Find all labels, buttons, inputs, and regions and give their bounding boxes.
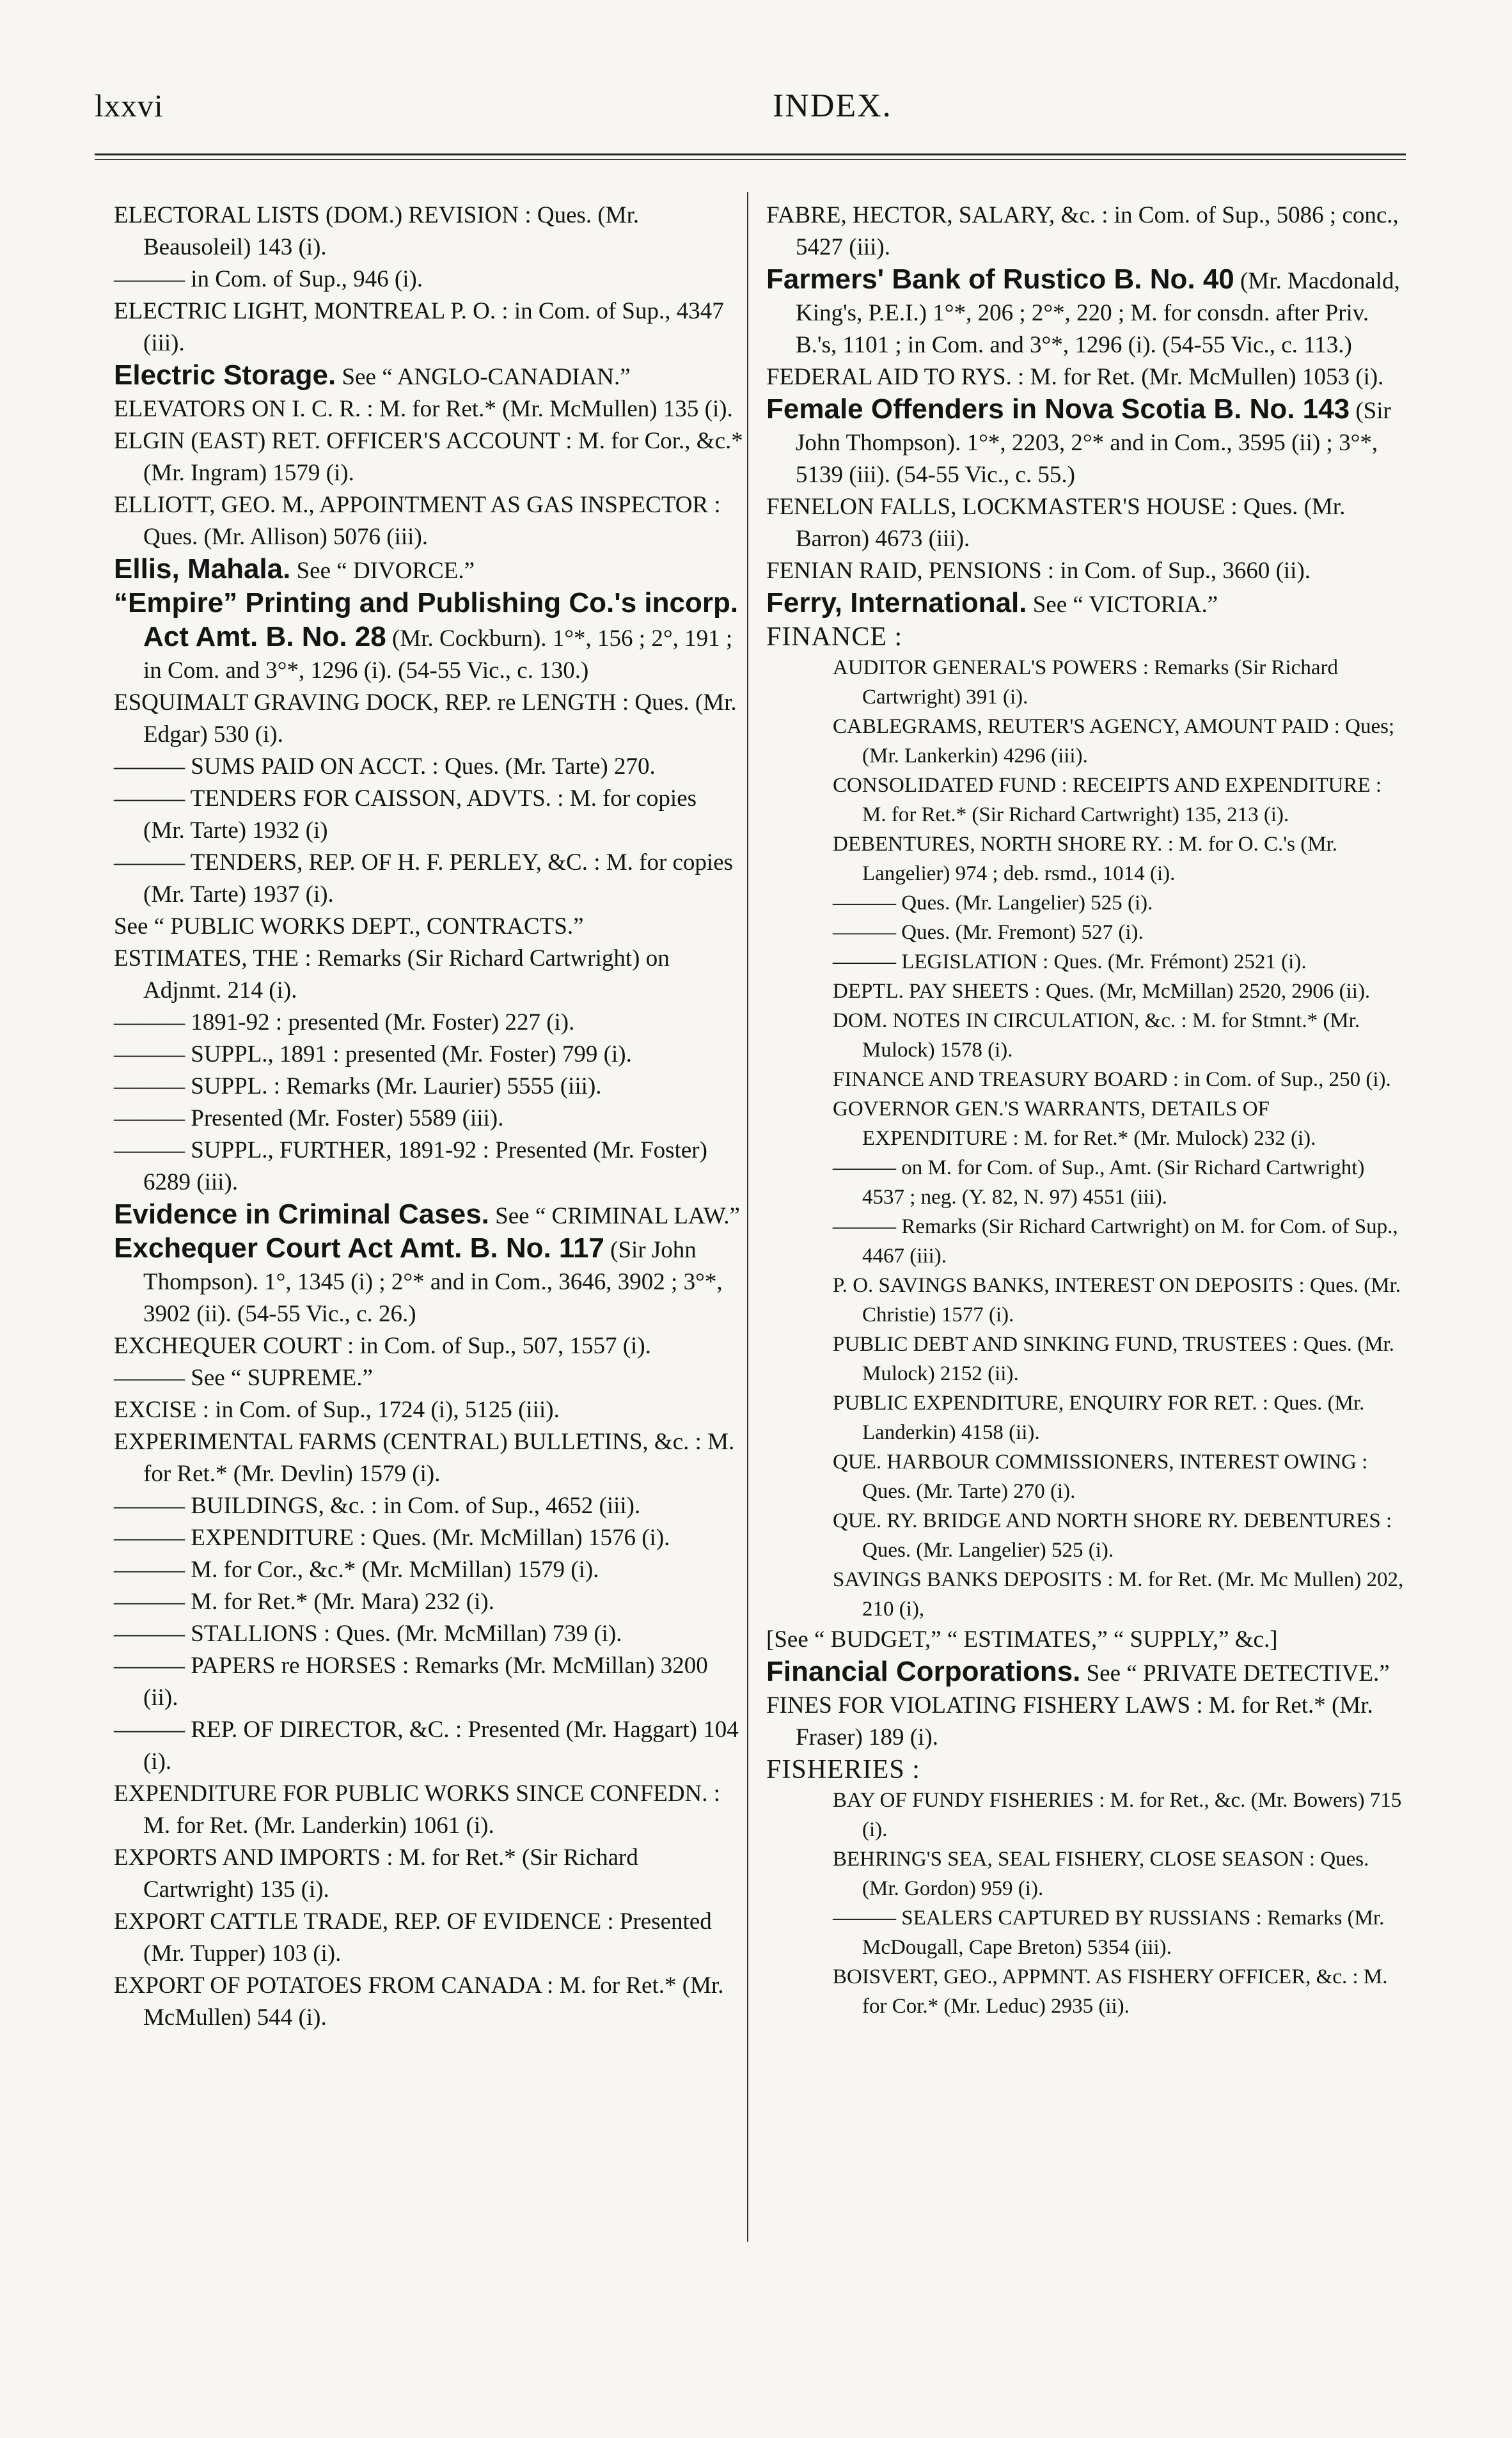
entry-text: ELECTORAL LISTS (DOM.) REVISION : Ques. (Mr. Beausoleil) 143 (i). — [114, 202, 640, 260]
index-entry — [114, 1522, 744, 1554]
index-subentry — [766, 1153, 1406, 1212]
index-entry — [114, 425, 744, 489]
entry-text: See “ ANGLO-CANADIAN.” — [342, 364, 631, 390]
entry-text: (Sir John Thompson). 1°, 1345 (i) ; 2°* and in Com., 3646, 3902 ; 3°*, 3902 (ii). (54-55 Vic., c. 26.) — [143, 1237, 723, 1327]
entry-text: ——— See “ SUPREME.” — [114, 1365, 373, 1391]
entry-text: ESQUIMALT GRAVING DOCK, REP. re LENGTH : Ques. (Mr. Edgar) 530 (i). — [114, 689, 737, 748]
index-entry — [114, 1330, 744, 1362]
entry-text: FEDERAL AID TO RYS. : M. for Ret. (Mr. McMullen) 1053 (i). — [766, 364, 1384, 390]
entry-text: DEPTL. PAY SHEETS : Ques. (Mr, McMillan) 2520, 2906 (ii). — [833, 980, 1371, 1003]
entry-text: ——— Presented (Mr. Foster) 5589 (iii). — [114, 1105, 504, 1131]
entry-heading: Evidence in Criminal Cases. — [114, 1199, 489, 1230]
index-entry — [766, 263, 1406, 361]
entry-text: ——— REP. OF DIRECTOR, &C. : Presented (Mr. Haggart) 104 (i). — [114, 1717, 739, 1775]
entry-heading: Ferry, International. — [766, 587, 1027, 618]
entry-text: P. O. SAVINGS BANKS, INTEREST ON DEPOSITS : Ques. (Mr. Christie) 1577 (i). — [833, 1274, 1401, 1326]
entry-text: ——— Ques. (Mr. Langelier) 525 (i). — [833, 892, 1153, 915]
index-subentry — [766, 1844, 1406, 1903]
index-entry — [114, 295, 744, 359]
entry-text: ——— TENDERS, REP. OF H. F. PERLEY, &C. : M. for copies (Mr. Tarte) 1937 (i). — [114, 849, 734, 908]
entry-text: EXCHEQUER COURT : in Com. of Sup., 507, 1557 (i). — [114, 1333, 651, 1359]
index-entry — [114, 1586, 744, 1618]
section-heading — [766, 621, 1406, 653]
entry-text: See “ PRIVATE DETECTIVE.” — [1086, 1660, 1390, 1687]
index-entry — [114, 1007, 744, 1039]
entry-text: EXPORT CATTLE TRADE, REP. OF EVIDENCE : Presented (Mr. Tupper) 103 (i). — [114, 1908, 712, 1967]
page-number: lxxvi — [95, 88, 164, 123]
entry-text: DEBENTURES, NORTH SHORE RY. : M. for O. C.'s (Mr. Langelier) 974 ; deb. rsmd., 1014 (i). — [833, 833, 1338, 885]
entry-text: FINANCE : — [766, 622, 903, 652]
index-entry — [114, 847, 744, 911]
index-entry — [114, 1135, 744, 1199]
index-subentry — [766, 1903, 1406, 1962]
index-subentry — [766, 1271, 1406, 1330]
entry-text: ELLIOTT, GEO. M., APPOINTMENT AS GAS INSPECTOR : Ques. (Mr. Allison) 5076 (iii). — [114, 492, 721, 550]
entry-text: ——— SEALERS CAPTURED BY RUSSIANS : Remarks (Mr. McDougall, Cape Breton) 5354 (iii). — [833, 1907, 1385, 1959]
entry-text: EXPENDITURE FOR PUBLIC WORKS SINCE CONFEDN. : M. for Ret. (Mr. Landerkin) 1061 (i). — [114, 1781, 721, 1839]
index-entry — [114, 1394, 744, 1426]
index-subentry — [766, 977, 1406, 1006]
entry-text: ——— SUPPL., 1891 : presented (Mr. Foster) 799 (i). — [114, 1041, 632, 1067]
entry-text: [See “ BUDGET,” “ ESTIMATES,” “ SUPPLY,” &c.] — [766, 1626, 1278, 1653]
index-entry — [114, 200, 744, 263]
index-entry — [766, 1656, 1406, 1690]
index-subentry — [766, 1565, 1406, 1624]
index-entry — [766, 1624, 1406, 1656]
section-heading — [766, 1754, 1406, 1786]
index-entry — [114, 1970, 744, 2034]
index-subentry — [766, 1388, 1406, 1447]
entry-text: (Sir John Thompson). 1°*, 2203, 2°* and in Com., 3595 (ii) ; 3°*, 5139 (iii). (54-55 Vic., c. 55.) — [796, 398, 1391, 488]
entry-text: ——— LEGISLATION : Ques. (Mr. Frémont) 2521 (i). — [833, 950, 1307, 973]
entry-text: FINES FOR VIOLATING FISHERY LAWS : M. for Ret.* (Mr. Fraser) 189 (i). — [766, 1692, 1373, 1750]
index-entry — [114, 1778, 744, 1842]
index-entry — [114, 687, 744, 751]
index-subentry — [766, 1962, 1406, 2021]
index-subentry — [766, 1786, 1406, 1844]
index-subentry — [766, 830, 1406, 888]
entry-text: EXCISE : in Com. of Sup., 1724 (i), 5125 (iii). — [114, 1397, 560, 1423]
entry-text: ELEVATORS ON I. C. R. : M. for Ret.* (Mr. McMullen) 135 (i). — [114, 396, 733, 422]
header-rule — [95, 153, 1406, 155]
index-entry — [114, 359, 744, 393]
entry-text: See “ DIVORCE.” — [296, 558, 475, 584]
index-entry — [114, 943, 744, 1007]
column-divider — [747, 192, 748, 2242]
entry-text: QUE. RY. BRIDGE AND NORTH SHORE RY. DEBENTURES : Ques. (Mr. Langelier) 525 (i). — [833, 1509, 1392, 1562]
index-subentry — [766, 771, 1406, 830]
entry-text: PUBLIC EXPENDITURE, ENQUIRY FOR RET. : Ques. (Mr. Landerkin) 4158 (ii). — [833, 1392, 1365, 1444]
index-subentry — [766, 1094, 1406, 1153]
index-entry — [114, 1618, 744, 1650]
index-entry — [114, 751, 744, 783]
index-entry — [766, 587, 1406, 621]
index-entry — [114, 1103, 744, 1135]
entry-text: ——— on M. for Com. of Sup., Amt. (Sir Richard Cartwright) 4537 ; neg. (Y. 82, N. 97) 4551 (iii). — [833, 1156, 1365, 1209]
index-subentry — [766, 947, 1406, 977]
entry-text: FABRE, HECTOR, SALARY, &c. : in Com. of Sup., 5086 ; conc., 5427 (iii). — [766, 202, 1399, 260]
index-entry — [114, 783, 744, 847]
entry-text: ——— EXPENDITURE : Ques. (Mr. McMillan) 1576 (i). — [114, 1525, 670, 1551]
entry-text: ——— SUMS PAID ON ACCT. : Ques. (Mr. Tarte) 270. — [114, 753, 656, 780]
left-column — [114, 200, 744, 2034]
entry-text: ——— in Com. of Sup., 946 (i). — [114, 266, 423, 292]
entry-text: ——— M. for Ret.* (Mr. Mara) 232 (i). — [114, 1589, 494, 1615]
entry-heading: Electric Storage. — [114, 359, 336, 391]
index-entry — [114, 1554, 744, 1586]
entry-text: ELECTRIC LIGHT, MONTREAL P. O. : in Com. of Sup., 4347 (iii). — [114, 298, 724, 356]
entry-heading: Female Offenders in Nova Scotia B. No. 143 — [766, 393, 1350, 425]
entry-text: See “ VICTORIA.” — [1032, 592, 1218, 618]
entry-text: ——— BUILDINGS, &c. : in Com. of Sup., 4652 (iii). — [114, 1493, 641, 1519]
entry-text: PUBLIC DEBT AND SINKING FUND, TRUSTEES : Ques. (Mr. Mulock) 2152 (ii). — [833, 1333, 1394, 1385]
entry-text: FENELON FALLS, LOCKMASTER'S HOUSE : Ques. (Mr. Barron) 4673 (iii). — [766, 494, 1346, 552]
entry-text: ——— PAPERS re HORSES : Remarks (Mr. McMillan) 3200 (ii). — [114, 1653, 708, 1711]
index-entry — [114, 1039, 744, 1071]
index-entry — [766, 361, 1406, 393]
entry-text: SAVINGS BANKS DEPOSITS : M. for Ret. (Mr. Mc Mullen) 202, 210 (i), — [833, 1568, 1404, 1621]
entry-text: See “ PUBLIC WORKS DEPT., CONTRACTS.” — [114, 913, 584, 940]
entry-text: ——— 1891-92 : presented (Mr. Foster) 227 (i). — [114, 1009, 575, 1035]
entry-text: CONSOLIDATED FUND : RECEIPTS AND EXPENDITURE : M. for Ret.* (Sir Richard Cartwright) 135, 213 (i). — [833, 774, 1382, 826]
index-subentry — [766, 1006, 1406, 1065]
entry-heading: Farmers' Bank of Rustico B. No. 40 — [766, 263, 1234, 295]
entry-heading: Financial Corporations. — [766, 1656, 1081, 1687]
right-column — [766, 200, 1406, 2021]
index-entry — [766, 1690, 1406, 1754]
page-header — [95, 87, 1406, 132]
index-entry — [114, 489, 744, 553]
entry-text: ——— Ques. (Mr. Fremont) 527 (i). — [833, 921, 1144, 944]
index-subentry — [766, 1212, 1406, 1271]
entry-heading: Ellis, Mahala. — [114, 553, 291, 585]
index-subentry — [766, 712, 1406, 771]
entry-text: FISHERIES : — [766, 1755, 920, 1784]
entry-text: ——— SUPPL. : Remarks (Mr. Laurier) 5555 (iii). — [114, 1073, 602, 1099]
index-entry — [114, 1071, 744, 1103]
index-entry — [114, 263, 744, 295]
entry-text: BEHRING'S SEA, SEAL FISHERY, CLOSE SEASON : Ques. (Mr. Gordon) 959 (i). — [833, 1848, 1369, 1900]
entry-text: (Mr. Cockburn). 1°*, 156 ; 2°, 191 ; in Com. and 3°*, 1296 (i). (54-55 Vic., c. 130.) — [143, 625, 733, 684]
index-entry — [114, 1362, 744, 1394]
index-entry — [114, 1426, 744, 1490]
entry-text: See “ CRIMINAL LAW.” — [495, 1203, 740, 1229]
entry-text: ——— TENDERS FOR CAISSON, ADVTS. : M. for copies (Mr. Tarte) 1932 (i) — [114, 785, 697, 844]
index-subentry — [766, 888, 1406, 918]
entry-heading: Exchequer Court Act Amt. B. No. 117 — [114, 1232, 604, 1264]
entry-text: ——— Remarks (Sir Richard Cartwright) on M. for Com. of Sup., 4467 (iii). — [833, 1215, 1398, 1268]
index-entry — [766, 491, 1406, 555]
index-entry — [114, 1199, 744, 1232]
entry-heading: “Empire” Printing and Publishing Co.'s incorp. Act Amt. B. No. 28 — [114, 587, 739, 652]
index-subentry — [766, 653, 1406, 712]
index-entry — [114, 1714, 744, 1778]
index-subentry — [766, 1065, 1406, 1094]
entry-text: EXPORT OF POTATOES FROM CANADA : M. for Ret.* (Mr. McMullen) 544 (i). — [114, 1972, 724, 2031]
index-entry — [766, 393, 1406, 491]
header-rule-thin — [95, 159, 1406, 160]
entry-text: ——— M. for Cor., &c.* (Mr. McMillan) 1579 (i). — [114, 1557, 599, 1583]
entry-text: GOVERNOR GEN.'S WARRANTS, DETAILS OF EXPENDITURE : M. for Ret.* (Mr. Mulock) 232 (i). — [833, 1097, 1316, 1150]
entry-text: EXPORTS AND IMPORTS : M. for Ret.* (Sir Richard Cartwright) 135 (i). — [114, 1844, 638, 1903]
index-subentry — [766, 1447, 1406, 1506]
entry-text: DOM. NOTES IN CIRCULATION, &c. : M. for Stmnt.* (Mr. Mulock) 1578 (i). — [833, 1009, 1360, 1062]
index-entry — [766, 200, 1406, 263]
index-entry — [114, 587, 744, 687]
index-entry — [114, 1906, 744, 1970]
index-subentry — [766, 1330, 1406, 1388]
index-entry — [114, 1650, 744, 1714]
entry-text: ——— STALLIONS : Ques. (Mr. McMillan) 739 (i). — [114, 1621, 622, 1647]
index-entry — [114, 1232, 744, 1330]
entry-text: (Mr. Macdonald, King's, P.E.I.) 1°*, 206 ; 2°*, 220 ; M. for consdn. after Priv. B.'s, 1101 ; in Com. and 3°*, 1296 (i). (54-55 Vic., c. 113.) — [796, 268, 1400, 358]
entry-text: ESTIMATES, THE : Remarks (Sir Richard Cartwright) on Adjnmt. 214 (i). — [114, 945, 670, 1003]
index-entry — [114, 1842, 744, 1906]
index-subentry — [766, 918, 1406, 947]
entry-text: EXPERIMENTAL FARMS (CENTRAL) BULLETINS, &c. : M. for Ret.* (Mr. Devlin) 1579 (i). — [114, 1429, 735, 1487]
entry-text: ——— SUPPL., FURTHER, 1891-92 : Presented (Mr. Foster) 6289 (iii). — [114, 1137, 707, 1195]
entry-text: AUDITOR GENERAL'S POWERS : Remarks (Sir Richard Cartwright) 391 (i). — [833, 656, 1338, 709]
page-title: INDEX. — [773, 88, 892, 124]
index-entry — [114, 911, 744, 943]
entry-text: CABLEGRAMS, REUTER'S AGENCY, AMOUNT PAID : Ques; (Mr. Lankerkin) 4296 (iii). — [833, 715, 1395, 767]
index-entry — [114, 553, 744, 587]
entry-text: ELGIN (EAST) RET. OFFICER'S ACCOUNT : M. for Cor., &c.* (Mr. Ingram) 1579 (i). — [114, 428, 743, 486]
entry-text: BOISVERT, GEO., APPMNT. AS FISHERY OFFICER, &c. : M. for Cor.* (Mr. Leduc) 2935 (ii). — [833, 1965, 1388, 2018]
index-entry — [766, 555, 1406, 587]
entry-text: BAY OF FUNDY FISHERIES : M. for Ret., &c. (Mr. Bowers) 715 (i). — [833, 1789, 1402, 1841]
index-subentry — [766, 1506, 1406, 1565]
index-entry — [114, 393, 744, 425]
entry-text: FINANCE AND TREASURY BOARD : in Com. of Sup., 250 (i). — [833, 1068, 1391, 1091]
entry-text: QUE. HARBOUR COMMISSIONERS, INTEREST OWING : Ques. (Mr. Tarte) 270 (i). — [833, 1451, 1368, 1503]
index-entry — [114, 1490, 744, 1522]
entry-text: FENIAN RAID, PENSIONS : in Com. of Sup., 3660 (ii). — [766, 558, 1311, 584]
